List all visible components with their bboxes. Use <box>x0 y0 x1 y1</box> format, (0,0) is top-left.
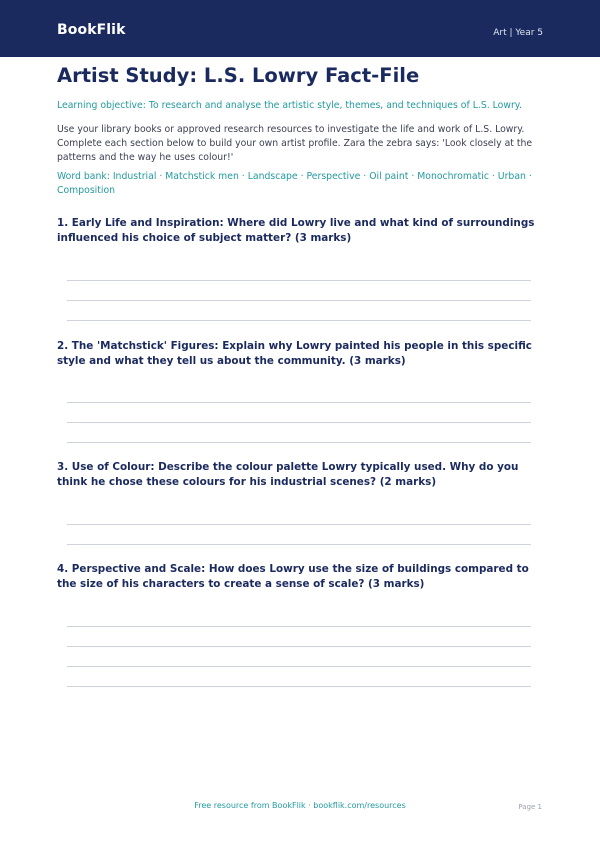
answer-line[interactable] <box>67 544 531 545</box>
question-1: 1. Early Life and Inspiration: Where did Lowry live and what kind of surroundings influenced his choice of subject matter? (3 marks) <box>57 217 535 244</box>
intro-text: Use your library books or approved research resources to investigate the life and work of L.S. Lowry. Complete each section below to build your own artist profile. Zara the zebra says: 'Look closely at the patterns and the way he uses colour!' <box>57 124 533 163</box>
brand-logo[interactable]: BookFlik <box>57 22 126 38</box>
answer-line[interactable] <box>67 442 531 443</box>
word-bank: Word bank: Industrial · Matchstick men · Landscape · Perspective · Oil paint · Monochromatic · Urban · Composition <box>57 171 532 196</box>
answer-line[interactable] <box>67 626 531 627</box>
page-header <box>0 0 600 57</box>
question-4: 4. Perspective and Scale: How does Lowry use the size of buildings compared to the size of his characters to create a sense of scale? (3 marks) <box>57 563 529 590</box>
question-2: 2. The 'Matchstick' Figures: Explain why Lowry painted his people in this specific style and what they tell us about the community. (3 marks) <box>57 340 532 367</box>
answer-line[interactable] <box>67 422 531 423</box>
question-3: 3. Use of Colour: Describe the colour palette Lowry typically used. Why do you think he chose these colours for his industrial scenes? (2 marks) <box>57 461 519 488</box>
answer-line[interactable] <box>67 402 531 403</box>
subject-year-label: Art | Year 5 <box>493 28 543 38</box>
page-title: Artist Study: L.S. Lowry Fact-File <box>57 64 420 87</box>
answer-line[interactable] <box>67 524 531 525</box>
page-number: Page 1 <box>518 803 542 811</box>
answer-line[interactable] <box>67 666 531 667</box>
footer-resource-link[interactable]: Free resource from BookFlik · bookflik.com/resources <box>194 801 406 810</box>
answer-line[interactable] <box>67 320 531 321</box>
answer-line[interactable] <box>67 646 531 647</box>
answer-line[interactable] <box>67 300 531 301</box>
answer-line[interactable] <box>67 280 531 281</box>
learning-objective: Learning objective: To research and analyse the artistic style, themes, and techniques of L.S. Lowry. <box>57 100 522 111</box>
answer-line[interactable] <box>67 686 531 687</box>
